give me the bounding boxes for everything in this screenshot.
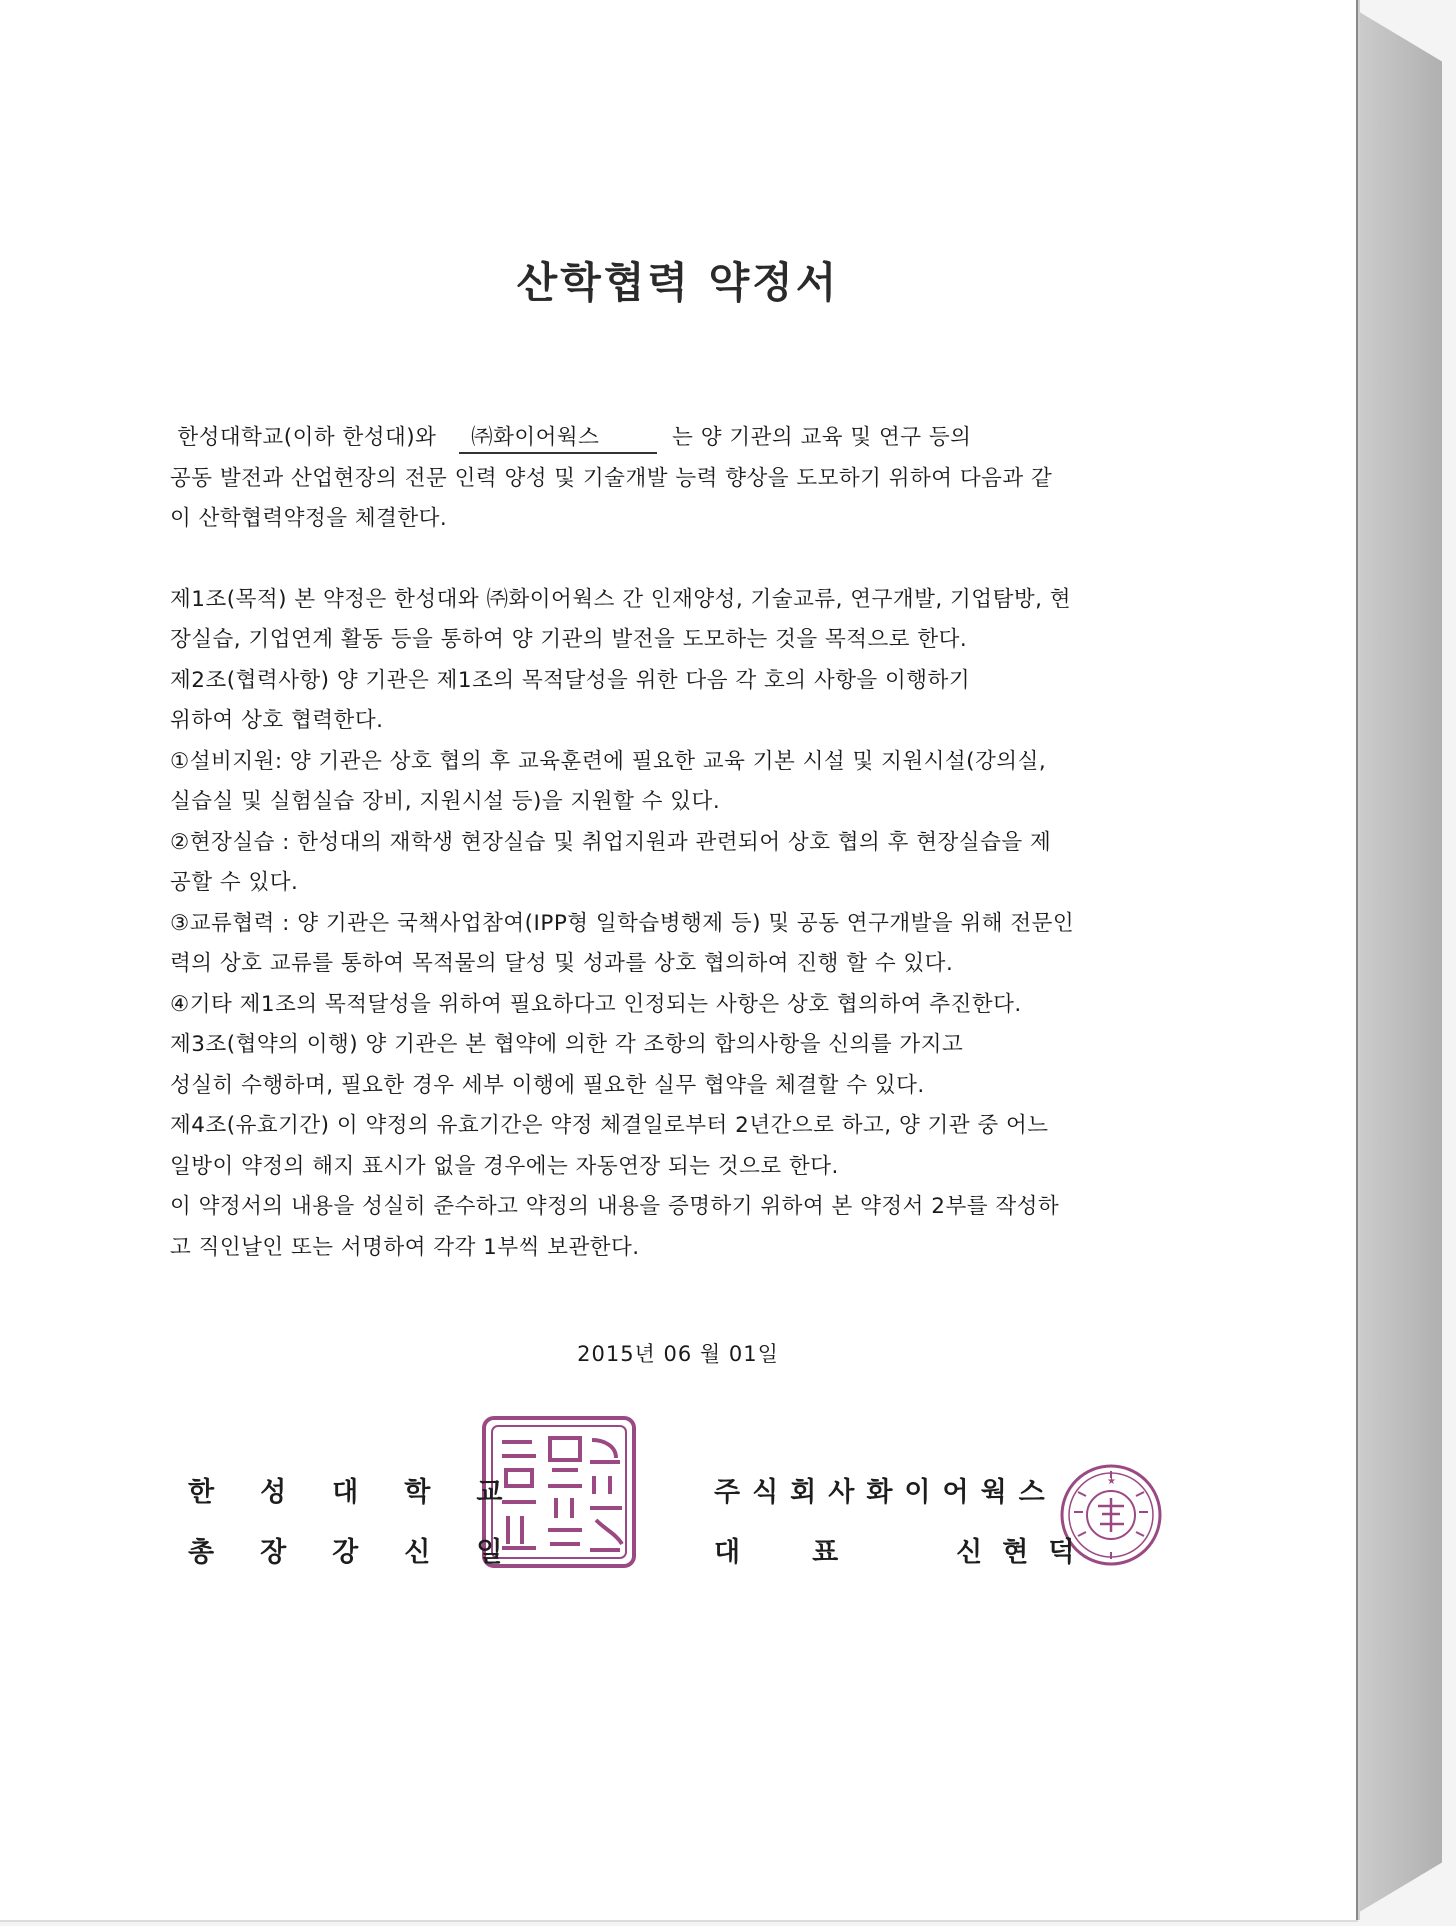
article-line: 제4조(유효기간) 이 약정의 유효기간은 약정 체결일로부터 2년간으로 하고, 양 기관 중 어느 (170, 1113, 1049, 1138)
document-title: 산학협력 약정서 (516, 258, 840, 307)
intro-line-2: 공동 발전과 산업현장의 전문 인력 양성 및 기술개발 능력 향상을 도모하기 위하여 다음과 같 (170, 465, 1053, 491)
signature-right-title: 대표 (714, 1537, 911, 1568)
article-line: 고 직인날인 또는 서명하여 각각 1부씩 보관한다. (170, 1234, 640, 1260)
signature-left-organization: 한성대학교 (188, 1477, 549, 1508)
page-stack-edge (1346, 4, 1442, 1920)
agreement-date: 2015년 06 월 01일 (577, 1342, 779, 1366)
article-line: 제3조(협약의 이행) 양 기관은 본 협약에 의한 각 조항의 합의사항을 신의를 가지고 (170, 1032, 964, 1057)
signature-left-person: 총장강신일 (188, 1537, 549, 1568)
svg-text:★: ★ (1107, 1476, 1116, 1487)
document-body (170, 418, 1180, 1268)
intro-prefix: 한성대학교(이하 한성대)와 (177, 425, 437, 450)
signature-right-person-line (714, 1530, 1094, 1569)
article-line: 공할 수 있다. (170, 870, 299, 895)
article-line: 위하여 상호 협력한다. (170, 708, 384, 733)
article-line: 성실히 수행하며, 필요한 경우 세부 이행에 필요한 실무 협약을 체결할 수 있다. (170, 1072, 925, 1098)
article-line: ③교류협력 : 양 기관은 국책사업참여(IPP형 일학습병행제 등) 및 공동 연구개발을 위해 전문인 (170, 910, 1075, 936)
signature-right-person: 신현덕 (956, 1537, 1095, 1568)
article-line: 제1조(목적) 본 약정은 한성대와 ㈜화이어웍스 간 인재양성, 기술교류, 연구개발, 기업탐방, 현 (170, 586, 1072, 612)
intro-line-1 (170, 418, 1180, 459)
signature-right-organization: 주식회사화이어웍스 (714, 1477, 1057, 1508)
article-line: 력의 상호 교류를 통하여 목적물의 달성 및 성과를 상호 협의하여 진행 할 수 있다. (170, 951, 954, 976)
article-line: 제2조(협력사항) 양 기관은 제1조의 목적달성을 위한 다음 각 호의 사항을 이행하기 (170, 667, 971, 693)
intro-suffix: 는 양 기관의 교육 및 연구 등의 (672, 425, 972, 450)
company-name-blank: ㈜화이어웍스 (459, 424, 657, 454)
article-line: 일방이 약정의 해지 표시가 없을 경우에는 자동연장 되는 것으로 한다. (170, 1153, 839, 1179)
article-line: 이 약정서의 내용을 성실히 준수하고 약정의 내용을 증명하기 위하여 본 약정서 2부를 작성하 (170, 1194, 1060, 1219)
intro-line-3: 이 산학협력약정을 체결한다. (170, 506, 448, 531)
article-line: ②현장실습 : 한성대의 재학생 현장실습 및 취업지원과 관련되어 상호 협의 후 현장실습을 제 (170, 829, 1052, 855)
article-line: 장실습, 기업연계 활동 등을 통하여 양 기관의 발전을 도모하는 것을 목적으로 한다. (170, 627, 968, 652)
article-line: ①설비지원: 양 기관은 상호 협의 후 교육훈련에 필요한 교육 기본 시설 및 지원시설(강의실, (170, 748, 1047, 774)
article-line: 실습실 및 실험실습 장비, 지원시설 등)을 지원할 수 있다. (170, 789, 721, 814)
article-line: ④기타 제1조의 목적달성을 위하여 필요하다고 인정되는 사항은 상호 협의하여 추진한다. (170, 991, 1022, 1017)
